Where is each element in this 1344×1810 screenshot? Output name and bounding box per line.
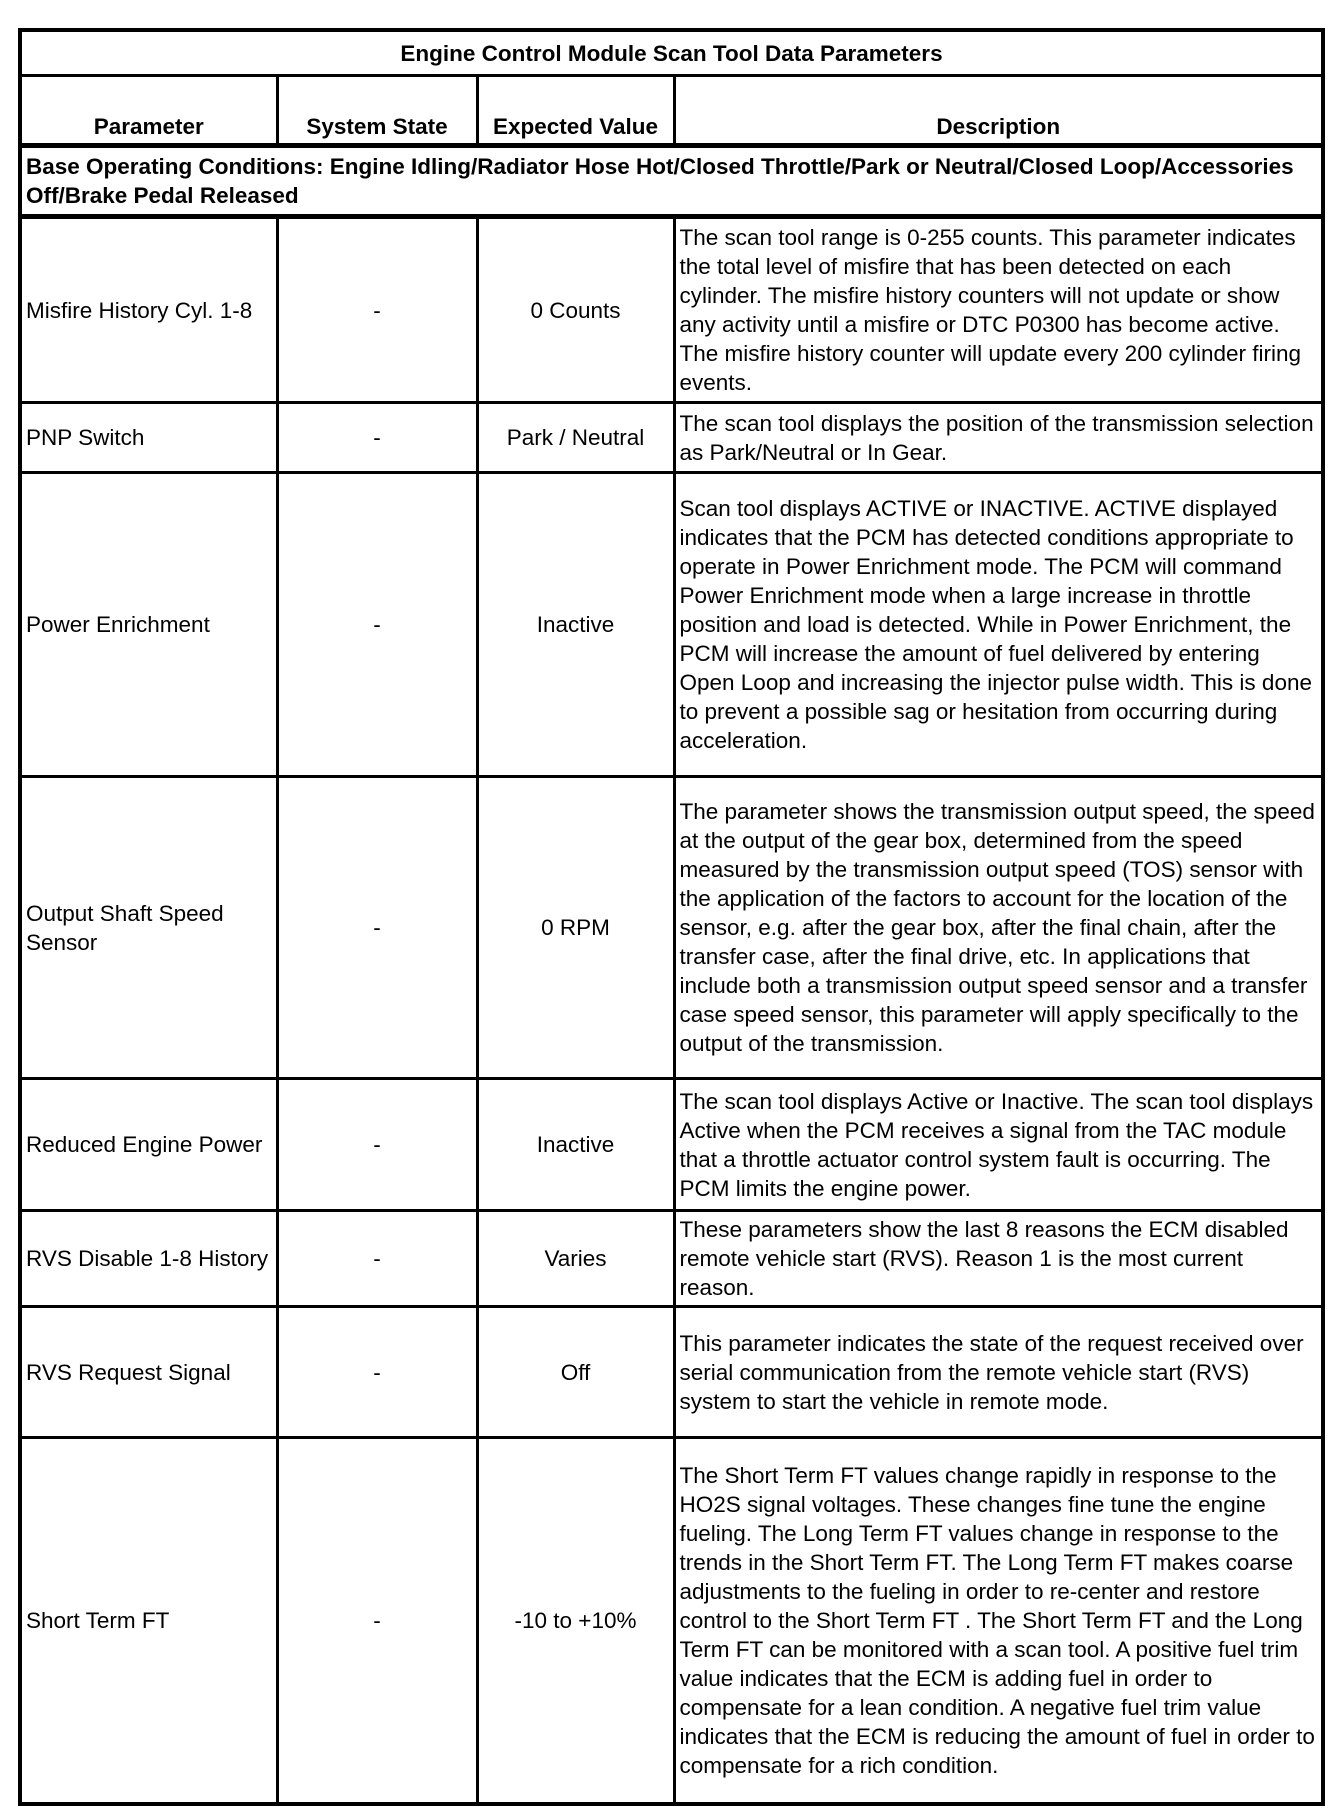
expected-value-cell: 0 RPM — [477, 777, 674, 1079]
system-state-cell: - — [277, 473, 477, 777]
table-header-row — [20, 76, 1323, 146]
table-row — [20, 473, 1323, 777]
base-conditions-row — [20, 146, 1323, 217]
system-state-cell: - — [277, 1211, 477, 1307]
parameter-cell: Reduced Engine Power — [20, 1079, 277, 1211]
description-cell: The Short Term FT values change rapidly in response to the HO2S signal voltages. These changes fine tune the engine fueling. The Long Term FT values change in response to the trends in the Short Term FT. The Long Term FT makes coarse adjustments to the fueling in order to re-center and restore control to the Short Term FT . The Short Term FT and the Long Term FT can be monitored with a scan tool. A positive fuel trim value indicates that the ECM is adding fuel in order to compensate for a lean condition. A negative fuel trim value indicates that the ECM is reducing the amount of fuel in order to compensate for a rich condition. — [674, 1438, 1323, 1804]
parameter-cell: RVS Request Signal — [20, 1307, 277, 1438]
system-state-cell: - — [277, 1438, 477, 1804]
parameter-cell: Short Term FT — [20, 1438, 277, 1804]
header-system-state: System State — [277, 76, 477, 146]
parameter-cell: PNP Switch — [20, 403, 277, 473]
table-title-row — [20, 30, 1323, 76]
header-parameter: Parameter — [20, 76, 277, 146]
table-row — [20, 403, 1323, 473]
description-cell: These parameters show the last 8 reasons the ECM disabled remote vehicle start (RVS). Reason 1 is the most current reason. — [674, 1211, 1323, 1307]
expected-value-cell: Inactive — [477, 1079, 674, 1211]
description-cell: The scan tool range is 0-255 counts. This parameter indicates the total level of misfire that has been detected on each cylinder. The misfire history counters will not update or show any activity until a misfire or DTC P0300 has become active. The misfire history counter will update every 200 cylinder firing events. — [674, 217, 1323, 403]
description-cell: The scan tool displays the position of the transmission selection as Park/Neutral or In Gear. — [674, 403, 1323, 473]
expected-value-cell: Inactive — [477, 473, 674, 777]
expected-value-cell: 0 Counts — [477, 217, 674, 403]
expected-value-cell: Varies — [477, 1211, 674, 1307]
parameter-cell: RVS Disable 1-8 History — [20, 1211, 277, 1307]
base-operating-conditions: Base Operating Conditions: Engine Idling/Radiator Hose Hot/Closed Throttle/Park or Neutral/Closed Loop/Accessories Off/Brake Pedal Released — [20, 146, 1323, 217]
table-row — [20, 1307, 1323, 1438]
description-cell: This parameter indicates the state of the request received over serial communication from the remote vehicle start (RVS) system to start the vehicle in remote mode. — [674, 1307, 1323, 1438]
header-expected-value: Expected Value — [477, 76, 674, 146]
table-row — [20, 1079, 1323, 1211]
table-row — [20, 1438, 1323, 1804]
description-cell: The parameter shows the transmission output speed, the speed at the output of the gear box, determined from the speed measured by the transmission output speed (TOS) sensor with the application of the factors to account for the location of the sensor, e.g. after the gear box, after the final chain, after the transfer case, after the final drive, etc. In applications that include both a transmission output speed sensor and a transfer case speed sensor, this parameter will apply specifically to the output of the transmission. — [674, 777, 1323, 1079]
table-title: Engine Control Module Scan Tool Data Parameters — [20, 30, 1323, 76]
system-state-cell: - — [277, 217, 477, 403]
system-state-cell: - — [277, 777, 477, 1079]
table-row — [20, 777, 1323, 1079]
table-row — [20, 217, 1323, 403]
header-description: Description — [674, 76, 1323, 146]
parameter-cell: Power Enrichment — [20, 473, 277, 777]
description-cell: Scan tool displays ACTIVE or INACTIVE. ACTIVE displayed indicates that the PCM has detected conditions appropriate to operate in Power Enrichment mode. The PCM will command Power Enrichment mode when a large increase in throttle position and load is detected. While in Power Enrichment, the PCM will increase the amount of fuel delivered by entering Open Loop and increasing the injector pulse width. This is done to prevent a possible sag or hesitation from occurring during acceleration. — [674, 473, 1323, 777]
expected-value-cell: Park / Neutral — [477, 403, 674, 473]
parameter-cell: Output Shaft Speed Sensor — [20, 777, 277, 1079]
expected-value-cell: -10 to +10% — [477, 1438, 674, 1804]
system-state-cell: - — [277, 1307, 477, 1438]
scan-tool-data-table — [18, 28, 1325, 1806]
table-row — [20, 1211, 1323, 1307]
system-state-cell: - — [277, 403, 477, 473]
expected-value-cell: Off — [477, 1307, 674, 1438]
system-state-cell: - — [277, 1079, 477, 1211]
description-cell: The scan tool displays Active or Inactive. The scan tool displays Active when the PCM receives a signal from the TAC module that a throttle actuator control system fault is occurring. The PCM limits the engine power. — [674, 1079, 1323, 1211]
parameter-cell: Misfire History Cyl. 1-8 — [20, 217, 277, 403]
